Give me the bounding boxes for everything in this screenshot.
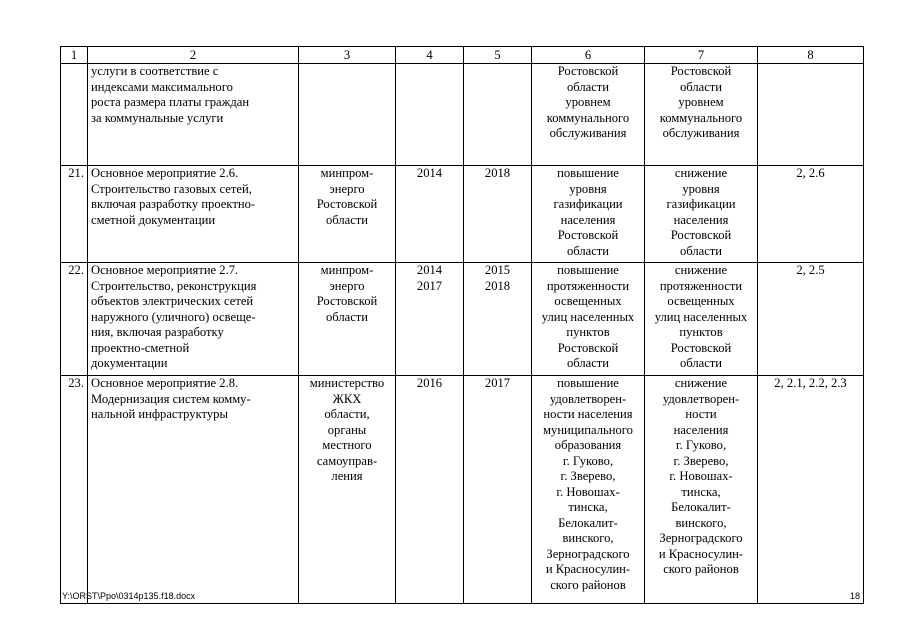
table-row <box>61 64 864 166</box>
executor-cell <box>299 376 396 604</box>
start-year-cell <box>396 166 464 263</box>
cell-line: и Красносулин- <box>658 546 744 561</box>
cell-line: протяженности <box>659 278 743 293</box>
cell-line: органы <box>327 422 367 437</box>
cell-line: минпром- <box>320 263 374 277</box>
start-year-cell <box>396 64 464 166</box>
cell-line: Зерноградского <box>546 546 630 561</box>
cell-line: коммунального <box>546 110 630 125</box>
cell-line: ления <box>331 469 363 483</box>
cell-line: области <box>566 243 610 258</box>
cell-line: образования <box>554 438 622 452</box>
end-year-cell <box>464 166 532 263</box>
cell-line: улиц населенных <box>541 309 635 324</box>
header-cell: 5 <box>464 47 532 64</box>
cell-line: населения <box>560 212 616 227</box>
header-cell: 6 <box>532 47 645 64</box>
executor-cell <box>299 263 396 376</box>
cell-line: области <box>566 356 610 370</box>
cell-line: 2018 <box>484 278 511 293</box>
expected-result-cell <box>532 64 645 166</box>
cell-line: энерго <box>329 278 365 293</box>
cell-line: тинска, <box>681 484 721 499</box>
table-row <box>61 263 864 376</box>
cell-line: Ростовской <box>557 340 619 355</box>
cell-line: Основное мероприятие 2.8. <box>91 376 239 390</box>
non-implementation-consequence-cell <box>645 376 758 604</box>
footer-page-number: 18 <box>849 591 860 601</box>
cell-line: удовлетворен- <box>662 391 740 406</box>
cell-line: индексами максимального <box>91 79 233 94</box>
header-cell: 4 <box>396 47 464 64</box>
cell-line: местного <box>322 438 372 452</box>
cell-line: г. Зверево, <box>673 453 729 468</box>
row-number-cell <box>61 64 88 166</box>
cell-line: улиц населенных <box>654 309 748 324</box>
cell-line: Основное мероприятие 2.7. <box>91 263 239 277</box>
cell-line: ния, включая разработку <box>91 325 224 339</box>
cell-line: 2017 <box>416 278 443 293</box>
cell-line: Строительство газовых сетей, <box>91 181 252 196</box>
cell-line: уровнем <box>565 95 611 109</box>
cell-line: 2015 <box>484 263 511 277</box>
cell-line: Ростовской <box>670 340 732 355</box>
cell-line: услуги в соответствие с <box>91 64 219 78</box>
end-year-cell <box>464 263 532 376</box>
cell-line: области <box>566 79 610 94</box>
cell-line: г. Зверево, <box>560 469 616 483</box>
cell-line: нальной инфраструктуры <box>91 407 228 421</box>
cell-line: населения <box>673 422 729 437</box>
cell-line: обслуживания <box>549 126 627 140</box>
cell-line: включая разработку проектно- <box>91 197 256 211</box>
end-year-cell <box>464 376 532 604</box>
cell-line: снижение <box>674 376 728 390</box>
cell-line: повышение <box>557 376 619 390</box>
header-cell: 1 <box>61 47 88 64</box>
program-table <box>60 46 864 604</box>
cell-line: министерство <box>309 376 385 390</box>
cell-line: 2018 <box>484 166 511 180</box>
indicators-cell: 2, 2.6 <box>758 166 864 263</box>
cell-line: области <box>679 243 723 258</box>
cell-line: уровня <box>682 181 720 196</box>
cell-line: Ростовской <box>670 228 732 242</box>
cell-line: и Красносулин- <box>545 562 631 576</box>
cell-line: Модернизация систем комму- <box>91 391 251 406</box>
cell-line: минпром- <box>320 166 374 180</box>
expected-result-cell <box>532 166 645 263</box>
cell-line: Основное мероприятие 2.6. <box>91 166 239 180</box>
cell-line: Ростовской <box>316 294 378 308</box>
footer-file-path: Y:\ORST\Ppo\0314p135.f18.docx <box>62 591 196 601</box>
indicators-cell <box>758 64 864 166</box>
cell-line: Белокалит- <box>671 500 731 514</box>
cell-line: ского районов <box>550 577 626 592</box>
cell-line: области <box>325 309 369 324</box>
cell-line: протяженности <box>546 278 630 293</box>
cell-line: пунктов <box>679 325 723 339</box>
cell-line: энерго <box>329 181 365 196</box>
header-cell: 8 <box>758 47 864 64</box>
cell-line: сметной документации <box>91 212 216 227</box>
indicators-cell: 2, 2.1, 2.2, 2.3 <box>758 376 864 604</box>
executor-cell <box>299 64 396 166</box>
cell-line: газификации <box>666 197 736 211</box>
cell-line: г. Новошах- <box>669 469 733 483</box>
cell-line: снижение <box>674 263 728 277</box>
expected-result-cell <box>532 263 645 376</box>
header-cell: 2 <box>88 47 299 64</box>
executor-cell <box>299 166 396 263</box>
cell-line: 2016 <box>416 376 443 390</box>
cell-line: 2014 <box>416 166 443 180</box>
cell-line: муниципального <box>543 422 633 437</box>
header-cell: 7 <box>645 47 758 64</box>
cell-line: 2014 <box>416 263 443 277</box>
cell-line: г. Гуково, <box>562 453 614 468</box>
cell-line: удовлетворен- <box>549 391 627 406</box>
cell-line: уровнем <box>678 95 724 109</box>
cell-line: Зерноградского <box>659 531 743 545</box>
header-row <box>61 47 864 64</box>
start-year-cell <box>396 376 464 604</box>
non-implementation-consequence-cell <box>645 64 758 166</box>
cell-line: наружного (уличного) освеще- <box>91 309 256 324</box>
activity-name-cell <box>88 64 299 166</box>
cell-line: Ростовской <box>316 197 378 211</box>
cell-line: Ростовской <box>557 228 619 242</box>
cell-line: обслуживания <box>662 126 740 140</box>
end-year-cell <box>464 64 532 166</box>
cell-line: снижение <box>674 166 728 180</box>
cell-line: за коммунальные услуги <box>91 110 224 125</box>
activity-name-cell <box>88 263 299 376</box>
cell-line: роста размера платы граждан <box>91 95 250 109</box>
cell-line: винского, <box>675 515 727 530</box>
cell-line: винского, <box>562 531 614 545</box>
cell-line: самоуправ- <box>316 453 378 468</box>
cell-line: документации <box>91 356 168 370</box>
cell-line: Белокалит- <box>558 515 618 530</box>
activity-name-cell <box>88 376 299 604</box>
table-row <box>61 166 864 263</box>
expected-result-cell <box>532 376 645 604</box>
start-year-cell <box>396 263 464 376</box>
cell-line: Ростовской <box>670 64 732 78</box>
cell-line: г. Гуково, <box>675 438 727 452</box>
table-row <box>61 376 864 604</box>
cell-line: повышение <box>557 263 619 277</box>
non-implementation-consequence-cell <box>645 166 758 263</box>
row-number-cell: 23. <box>61 376 88 604</box>
cell-line: области, <box>324 407 370 421</box>
header-cell: 3 <box>299 47 396 64</box>
non-implementation-consequence-cell <box>645 263 758 376</box>
indicators-cell: 2, 2.5 <box>758 263 864 376</box>
cell-line: ЖКХ <box>332 391 362 406</box>
cell-line: ности населения <box>543 407 633 421</box>
cell-line: ского районов <box>663 562 739 576</box>
cell-line: повышение <box>557 166 619 180</box>
cell-line: объектов электрических сетей <box>91 294 254 308</box>
cell-line: области <box>679 356 723 370</box>
row-number-cell: 21. <box>61 166 88 263</box>
cell-line: области <box>325 212 369 227</box>
cell-line: населения <box>673 212 729 227</box>
cell-line: освещенных <box>554 294 622 308</box>
row-number-cell: 22. <box>61 263 88 376</box>
cell-line: Строительство, реконструкция <box>91 278 257 293</box>
cell-line: Ростовской <box>557 64 619 78</box>
activity-name-cell <box>88 166 299 263</box>
cell-line: освещенных <box>667 294 735 308</box>
cell-line: 2017 <box>484 376 511 390</box>
cell-line: проектно-сметной <box>91 340 190 355</box>
cell-line: области <box>679 79 723 94</box>
cell-line: тинска, <box>568 500 608 514</box>
cell-line: газификации <box>553 197 623 211</box>
cell-line: коммунального <box>659 110 743 125</box>
cell-line: г. Новошах- <box>556 484 620 499</box>
cell-line: ности <box>685 407 717 421</box>
cell-line: пунктов <box>566 325 610 339</box>
cell-line: уровня <box>569 181 607 196</box>
